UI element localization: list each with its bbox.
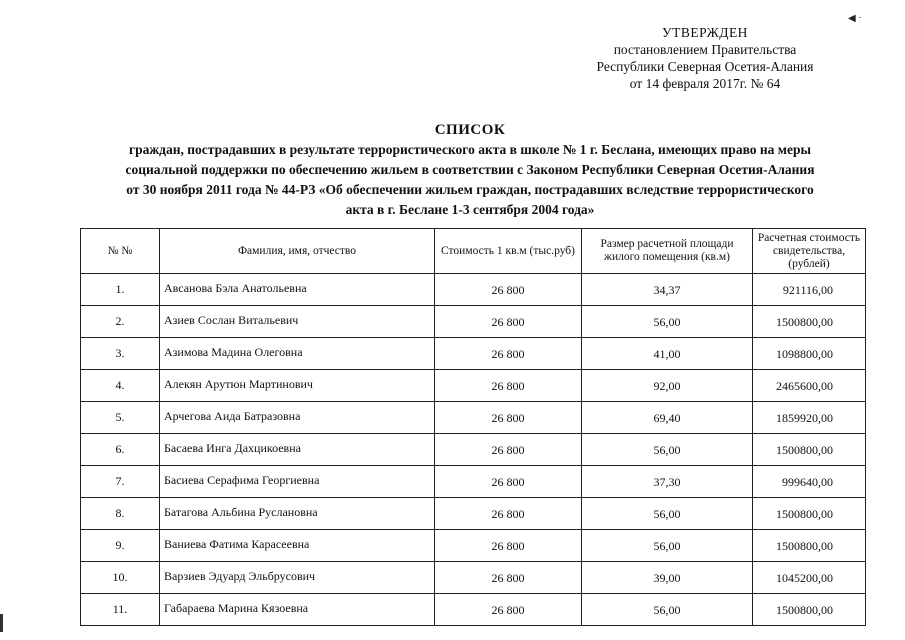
row-number: 2. <box>81 306 160 338</box>
row-name: Басаева Инга Дахцикоевна <box>160 434 435 466</box>
row-area: 56,00 <box>582 498 753 530</box>
row-price: 26 800 <box>435 562 582 594</box>
row-area: 56,00 <box>582 530 753 562</box>
row-cost: 1098800,00 <box>753 338 866 370</box>
row-area: 39,00 <box>582 562 753 594</box>
header-area: Размер расчетной площади жилого помещения (кв.м) <box>582 229 753 274</box>
approval-line-republic: Республики Северная Осетия-Алания <box>596 59 814 74</box>
row-cost: 1045200,00 <box>753 562 866 594</box>
row-area: 56,00 <box>582 594 753 626</box>
table-row <box>81 466 866 498</box>
table-row <box>81 306 866 338</box>
row-cost: 1500800,00 <box>753 530 866 562</box>
approval-line-decree: постановлением Правительства <box>613 42 797 57</box>
row-number: 10. <box>81 562 160 594</box>
row-price: 26 800 <box>435 306 582 338</box>
document-title <box>60 120 880 220</box>
row-cost: 2465600,00 <box>753 370 866 402</box>
row-area: 34,37 <box>582 274 753 306</box>
row-cost: 1500800,00 <box>753 306 866 338</box>
row-price: 26 800 <box>435 466 582 498</box>
row-area: 37,30 <box>582 466 753 498</box>
header-cost: Расчетная стоимость свидетельства, (рублей) <box>753 229 866 274</box>
table-row <box>81 274 866 306</box>
row-area: 69,40 <box>582 402 753 434</box>
table-row <box>81 434 866 466</box>
row-price: 26 800 <box>435 370 582 402</box>
row-price: 26 800 <box>435 338 582 370</box>
table-row <box>81 402 866 434</box>
table-row <box>81 594 866 626</box>
row-cost: 1500800,00 <box>753 498 866 530</box>
table-row <box>81 562 866 594</box>
row-number: 5. <box>81 402 160 434</box>
title-line-3: от 30 ноября 2011 года № 44-РЗ «Об обеспечении жильем граждан, пострадавших вследствие террористического <box>126 182 814 197</box>
row-number: 11. <box>81 594 160 626</box>
row-number: 6. <box>81 434 160 466</box>
row-number: 4. <box>81 370 160 402</box>
row-name: Варзиев Эдуард Эльбрусович <box>160 562 435 594</box>
row-price: 26 800 <box>435 530 582 562</box>
row-name: Азимова Мадина Олеговна <box>160 338 435 370</box>
row-price: 26 800 <box>435 498 582 530</box>
title-line-4: акта в г. Беслане 1-3 сентября 2004 года» <box>345 202 595 217</box>
scan-mark-top: ◀ · <box>848 13 862 24</box>
table-row <box>81 370 866 402</box>
title-main: СПИСОК <box>434 122 506 138</box>
row-price: 26 800 <box>435 434 582 466</box>
citizens-table <box>80 228 866 626</box>
row-cost: 999640,00 <box>753 466 866 498</box>
row-cost: 921116,00 <box>753 274 866 306</box>
row-name: Алекян Арутюн Мартинович <box>160 370 435 402</box>
row-name: Азиев Сослан Витальевич <box>160 306 435 338</box>
header-num: № № <box>81 229 160 274</box>
row-area: 92,00 <box>582 370 753 402</box>
scan-mark-bottom <box>0 614 3 632</box>
row-number: 7. <box>81 466 160 498</box>
approval-line-date: от 14 февраля 2017г. № 64 <box>629 76 781 91</box>
row-price: 26 800 <box>435 594 582 626</box>
row-name: Авсанова Бэла Анатольевна <box>160 274 435 306</box>
row-name: Ваниева Фатима Карасеевна <box>160 530 435 562</box>
header-price: Стоимость 1 кв.м (тыс.руб) <box>435 229 582 274</box>
row-number: 8. <box>81 498 160 530</box>
title-line-2: социальной поддержки по обеспечению жильем в соответствии с Законом Республики Северная Осетия-Алания <box>125 162 815 177</box>
row-name: Басиева Серафима Георгиевна <box>160 466 435 498</box>
table-header-row <box>81 229 866 274</box>
row-number: 9. <box>81 530 160 562</box>
row-area: 41,00 <box>582 338 753 370</box>
row-price: 26 800 <box>435 274 582 306</box>
table-row <box>81 530 866 562</box>
table-row <box>81 498 866 530</box>
approval-heading: УТВЕРЖДЕН <box>662 25 748 40</box>
row-name: Арчегова Аида Батразовна <box>160 402 435 434</box>
title-line-1: граждан, пострадавших в результате террористического акта в школе № 1 г. Беслана, имеющих право на меры <box>128 142 812 157</box>
approval-stamp <box>560 24 850 92</box>
row-price: 26 800 <box>435 402 582 434</box>
table-row <box>81 338 866 370</box>
row-area: 56,00 <box>582 306 753 338</box>
row-number: 3. <box>81 338 160 370</box>
header-name: Фамилия, имя, отчество <box>160 229 435 274</box>
row-name: Батагова Альбина Руслановна <box>160 498 435 530</box>
row-cost: 1500800,00 <box>753 434 866 466</box>
row-name: Габараева Марина Кязоевна <box>160 594 435 626</box>
row-cost: 1500800,00 <box>753 594 866 626</box>
row-cost: 1859920,00 <box>753 402 866 434</box>
row-area: 56,00 <box>582 434 753 466</box>
row-number: 1. <box>81 274 160 306</box>
